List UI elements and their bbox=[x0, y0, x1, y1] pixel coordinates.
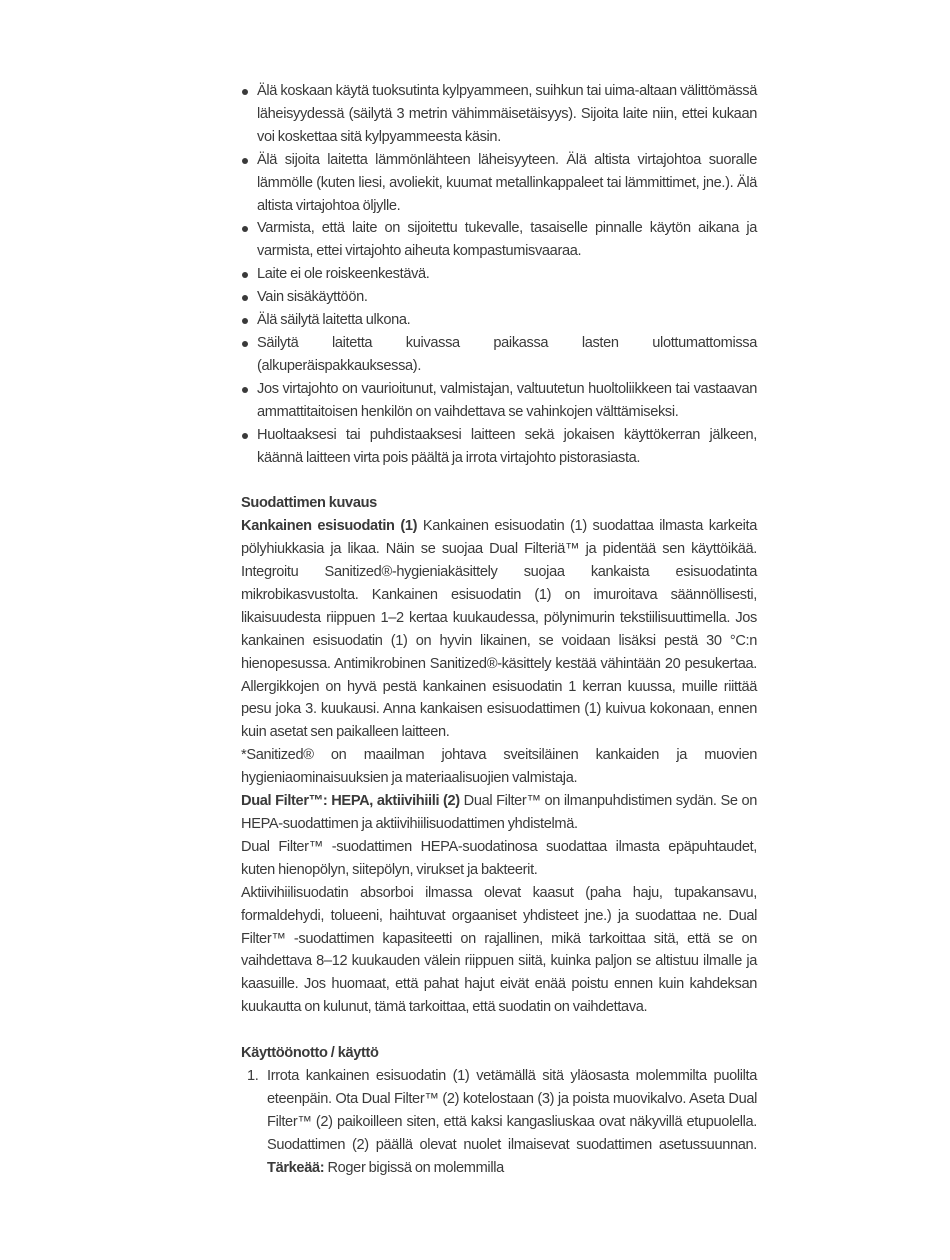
prefilter-label: Kankainen esisuodatin (1) bbox=[241, 518, 418, 535]
prefilter-paragraph bbox=[241, 515, 757, 744]
usage-section bbox=[241, 1042, 757, 1179]
safety-bullet: Älä säilytä laitetta ulkona. bbox=[241, 309, 757, 332]
safety-bullet: Jos virtajohto on vaurioitunut, valmistajan, valtuutetun huoltoliikkeen tai vastaavan ammattitaitoisen henkilön on vaihdettava se vahinkojen välttämiseksi. bbox=[241, 378, 757, 424]
sanitized-note: *Sanitized® on maailman johtava sveitsiläinen kankaiden ja muovien hygieniaominaisuuksien ja materiaalisuojien valmistaja. bbox=[241, 747, 757, 787]
step-number: 1. bbox=[247, 1067, 259, 1084]
safety-bullet: Älä koskaan käytä tuoksutinta kylpyammeen, suihkun tai uima-altaan välittömässä läheisyydessä (säilytä 3 metrin vähimmäisetäisyys). Sijoita laite niin, ettei kukaan voi koskettaa sitä kylpyammeesta käsin. bbox=[241, 80, 757, 149]
safety-bullet: Laite ei ole roiskeenkestävä. bbox=[241, 263, 757, 286]
step-text: Irrota kankainen esisuodatin (1) vetämällä sitä yläosasta molemmilta puolilta eteenpäin. Ota Dual Filter™ (2) kotelostaan (3) ja poista muovikalvo. Aseta Dual Filter™ (2) paikoilleen siten, että kaksi kangasliuskaa ovat näkyvillä etupuolella. Suodattimen (2) päällä olevat nuolet ilmaisevat suodattimen asetussuunnan. bbox=[267, 1067, 757, 1153]
filter-description-section bbox=[241, 492, 757, 1019]
dual-filter-label: Dual Filter™: HEPA, aktiivihiili (2) bbox=[241, 793, 460, 810]
usage-section-heading: Käyttöönotto / käyttö bbox=[241, 1045, 379, 1062]
safety-bullet: Huoltaaksesi tai puhdistaaksesi laitteen sekä jokaisen käyttökerran jälkeen, käännä laitteen virta pois päältä ja irrota virtajohto pistorasiasta. bbox=[241, 424, 757, 470]
usage-step bbox=[241, 1065, 757, 1180]
usage-steps-list bbox=[241, 1065, 757, 1180]
prefilter-text: Kankainen esisuodatin (1) suodattaa ilmasta karkeita pölyhiukkasia ja likaa. Näin se suojaa Dual Filteriä™ ja pidentää sen käyttöikää. Integroitu Sanitized®-hygieniakäsittely suojaa kankaista esisuodatinta mikrobikasvustolta. Kankainen esisuodatin (1) on imuroitava säännöllisesti, likaisuudesta riippuen 1–2 kertaa kuukaudessa, pölynimurin tekstiilisuuttimella. Jos kankainen esisuodatin (1) on hyvin likainen, se voidaan lisäksi pestä 30 °C:n hienopesussa. Antimikrobinen Sanitized®-käsittely kestää vähintään 20 pesukertaa. Allergikkojen on hyvä pestä kankainen esisuodatin 1 kerran kuussa, muille riittää pesu joka 3. kuukausi. Anna kankaisen esisuodattimen (1) kuivua kokonaan, ennen kuin asetat sen paikalleen laitteen. bbox=[241, 518, 757, 741]
important-label: Tärkeää: bbox=[267, 1159, 325, 1176]
manual-page bbox=[241, 80, 757, 1179]
dual-filter-text: Dual Filter™ on ilmanpuhdistimen sydän. Se on HEPA-suodattimen ja aktiivihiilisuodattimen yhdistelmä. bbox=[241, 793, 757, 832]
safety-bullet: Älä sijoita laitetta lämmönlähteen läheisyyteen. Älä altista virtajohtoa suoralle lämmölle (kuten liesi, avoliekit, kuumat metallinkappaleet tai lämmittimet, jne.). Älä altista virtajohtoa öljylle. bbox=[241, 149, 757, 218]
filter-section-heading: Suodattimen kuvaus bbox=[241, 495, 377, 512]
safety-bullet: Varmista, että laite on sijoitettu tukevalle, tasaiselle pinnalle käytön aikana ja varmista, ettei virtajohto aiheuta kompastumisvaaraa. bbox=[241, 217, 757, 263]
safety-bullet-list bbox=[241, 80, 757, 469]
safety-bullet: Säilytä laitetta kuivassa paikassa lasten ulottumattomissa (alkuperäispakkauksessa). bbox=[241, 332, 757, 378]
safety-bullet: Vain sisäkäyttöön. bbox=[241, 286, 757, 309]
dual-filter-paragraph bbox=[241, 790, 757, 836]
hepa-paragraph: Dual Filter™ -suodattimen HEPA-suodatinosa suodattaa ilmasta epäpuhtaudet, kuten hienopölyn, siitepölyn, virukset ja bakteerit. bbox=[241, 838, 757, 878]
carbon-paragraph: Aktiivihiilisuodatin absorboi ilmassa olevat kaasut (paha haju, tupakansavu, formaldehydi, tolueeni, haihtuvat orgaaniset yhdisteet jne.) ja suodattaa ne. Dual Filter™ -suodattimen kapasiteetti on rajallinen, mikä tarkoittaa sitä, että se on vaihdettava 8–12 kuukauden välein riippuen siitä, kuinka paljon se altistuu ilmalle ja kaasuille. Jos huomaat, että pahat hajut eivät enää poistu ennen kuin kahdeksan kuukautta on kulunut, tämä tarkoittaa, että suodatin on vaihdettava. bbox=[241, 884, 757, 1016]
important-text: Roger bigissä on molemmilla bbox=[324, 1159, 504, 1176]
